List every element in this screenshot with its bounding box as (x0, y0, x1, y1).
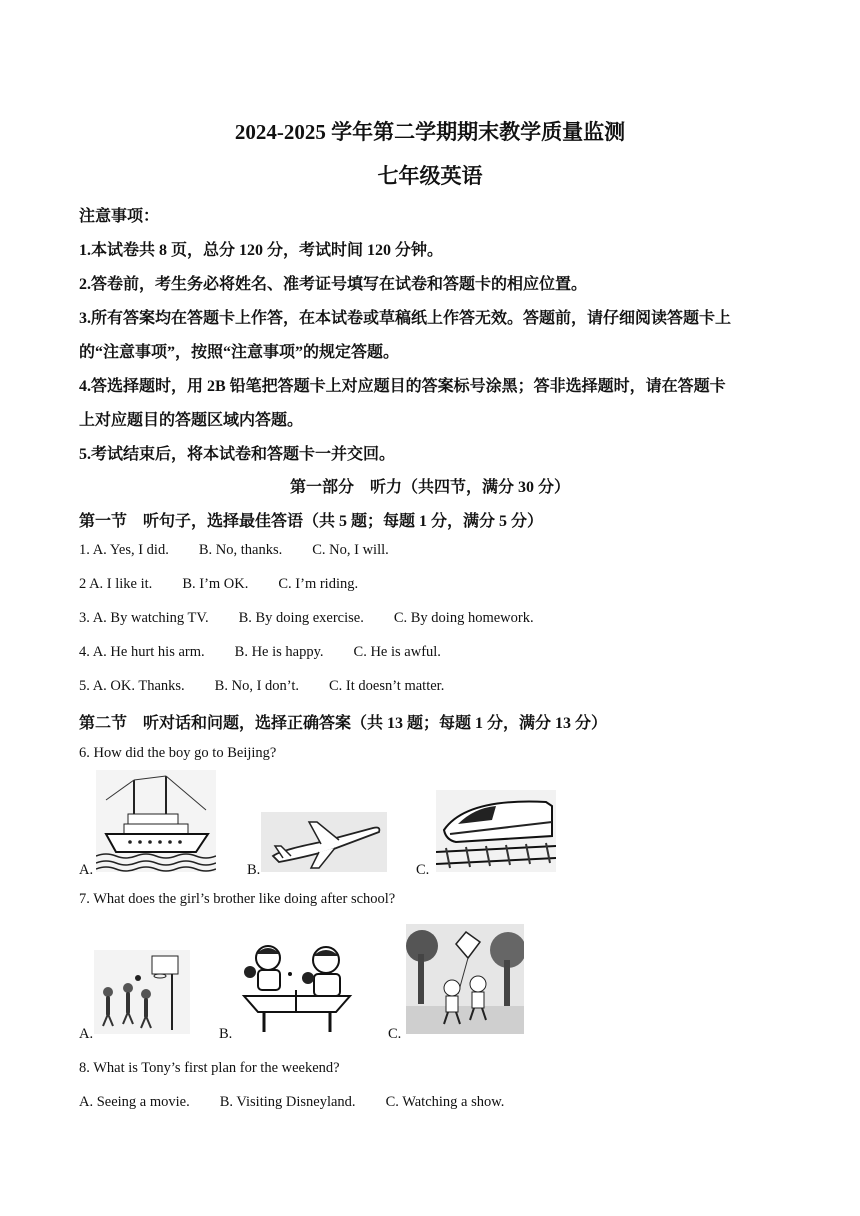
q8-option-c: C. Watching a show. (385, 1094, 505, 1110)
note-item-4-cont: 上对应题目的答题区域内答题。 (79, 412, 304, 429)
question-8-options (79, 1094, 504, 1111)
question-7-text: 7. What does the girl’s brother like doing after school? (79, 891, 396, 907)
question-5 (79, 678, 444, 695)
q7-label-c: C. (388, 1026, 402, 1042)
question-4 (79, 644, 441, 661)
q8-option-b: B. Visiting Disneyland. (219, 1094, 356, 1110)
q4-option-a: 4. A. He hurt his arm. (79, 644, 205, 660)
q2-option-b: B. I’m OK. (182, 576, 249, 592)
question-3 (79, 610, 534, 627)
airplane-picture (261, 812, 387, 872)
question-1 (79, 542, 389, 559)
q8-option-a: A. Seeing a movie. (79, 1094, 190, 1110)
section2-heading: 第二节 听对话和问题，选择正确答案（共 13 题；每题 1 分，满分 13 分） (79, 715, 608, 732)
q2-option-a: 2 A. I like it. (79, 576, 153, 592)
part1-heading: 第一部分 听力（共四节，满分 30 分） (289, 479, 570, 496)
note-item-3: 3.所有答案均在答题卡上作答，在本试卷或草稿纸上作答无效。答题前，请仔细阅读答题卡上 (79, 310, 732, 327)
exam-title: 2024-2025 学年第二学期期末教学质量监测 (234, 120, 626, 144)
ship-picture (96, 770, 216, 872)
question-8-text: 8. What is Tony’s first plan for the weekend? (79, 1060, 340, 1076)
q3-option-b: B. By doing exercise. (238, 610, 364, 626)
exam-subtitle: 七年级英语 (377, 164, 483, 188)
q6-label-b: B. (247, 862, 261, 878)
q5-option-c: C. It doesn’t matter. (329, 678, 445, 694)
note-item-5: 5.考试结束后，将本试卷和答题卡一并交回。 (79, 446, 396, 463)
q5-option-b: B. No, I don’t. (214, 678, 299, 694)
q6-label-a: A. (79, 862, 94, 878)
basketball-picture (94, 950, 190, 1034)
q1-option-a: 1. A. Yes, I did. (79, 542, 169, 558)
note-item-1: 1.本试卷共 8 页，总分 120 分，考试时间 120 分钟。 (79, 242, 444, 259)
q4-option-b: B. He is happy. (234, 644, 324, 660)
question-6-text: 6. How did the boy go to Beijing? (79, 745, 277, 761)
q7-label-a: A. (79, 1026, 94, 1042)
q2-option-c: C. I’m riding. (278, 576, 359, 592)
q1-option-c: C. No, I will. (312, 542, 389, 558)
notes-heading: 注意事项： (79, 208, 160, 225)
q3-option-c: C. By doing homework. (393, 610, 534, 626)
note-item-3-cont: 的“注意事项”，按照“注意事项”的规定答题。 (79, 344, 400, 361)
q3-option-a: 3. A. By watching TV. (79, 610, 209, 626)
note-item-2: 2.答卷前，考生务必将姓名、准考证号填写在试卷和答题卡的相应位置。 (79, 276, 588, 293)
train-picture (436, 790, 556, 872)
q1-option-b: B. No, thanks. (198, 542, 283, 558)
question-2 (79, 576, 358, 593)
q7-label-b: B. (219, 1026, 233, 1042)
kite-flying-picture (406, 924, 524, 1034)
q6-label-c: C. (416, 862, 430, 878)
q4-option-c: C. He is awful. (353, 644, 441, 660)
table-tennis-picture (238, 938, 356, 1036)
section1-heading: 第一节 听句子，选择最佳答语（共 5 题；每题 1 分，满分 5 分） (79, 513, 544, 530)
note-item-4: 4.答选择题时，用 2B 铅笔把答题卡上对应题目的答案标号涂黑；答非选择题时，请在答题卡 (79, 378, 726, 395)
q5-option-a: 5. A. OK. Thanks. (79, 678, 185, 694)
